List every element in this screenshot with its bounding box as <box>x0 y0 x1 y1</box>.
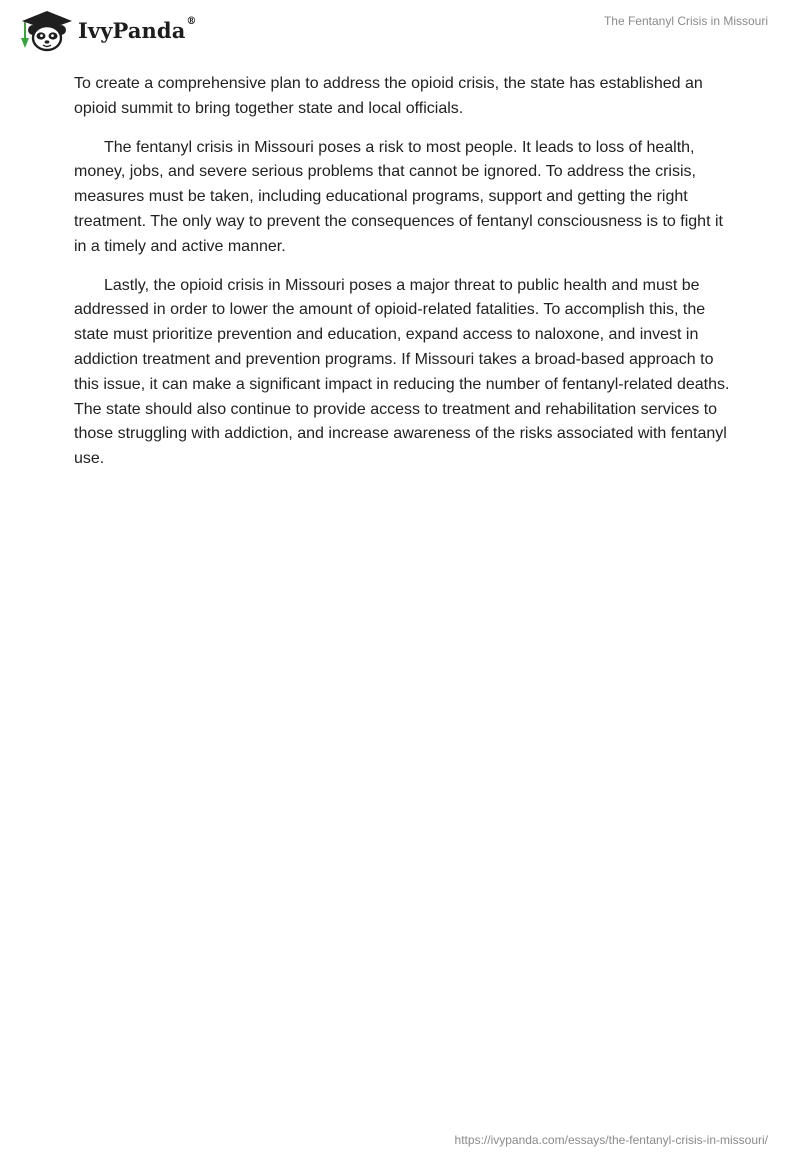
brand-logo[interactable] <box>16 8 197 52</box>
document-title: The Fentanyl Crisis in Missouri <box>603 14 768 28</box>
essay-body <box>74 72 734 486</box>
page-header <box>0 0 800 64</box>
brand-name: IvyPanda® <box>78 15 197 43</box>
paragraph: The fentanyl crisis in Missouri poses a risk to most people. It leads to loss of health, money, jobs, and severe serious problems that cannot be ignored. To address the crisis, measures must be taken, including educational programs, support and getting the right treatment. The only way to prevent the consequences of fentanyl consciousness is to fight it in a timely and active manner. <box>74 138 723 255</box>
panda-graduate-icon <box>16 8 78 52</box>
registered-mark: ® <box>186 15 197 27</box>
source-url[interactable]: https://ivypanda.com/essays/the-fentanyl-crisis-in-missouri/ <box>454 1133 768 1147</box>
paragraph: To create a comprehensive plan to address the opioid crisis, the state has established an opioid summit to bring together state and local officials. <box>74 75 703 117</box>
paragraph: Lastly, the opioid crisis in Missouri poses a major threat to public health and must be addressed in order to lower the amount of opioid-related fatalities. To accomplish this, the state must prioritize prevention and education, expand access to naloxone, and invest in addiction treatment and prevention programs. If Missouri takes a broad-based approach to this issue, it can make a significant impact in reducing the number of fentanyl-related deaths. The state should also continue to provide access to treatment and rehabilitation services to those struggling with addiction, and increase awareness of the risks associated with fentanyl use. <box>74 276 730 468</box>
